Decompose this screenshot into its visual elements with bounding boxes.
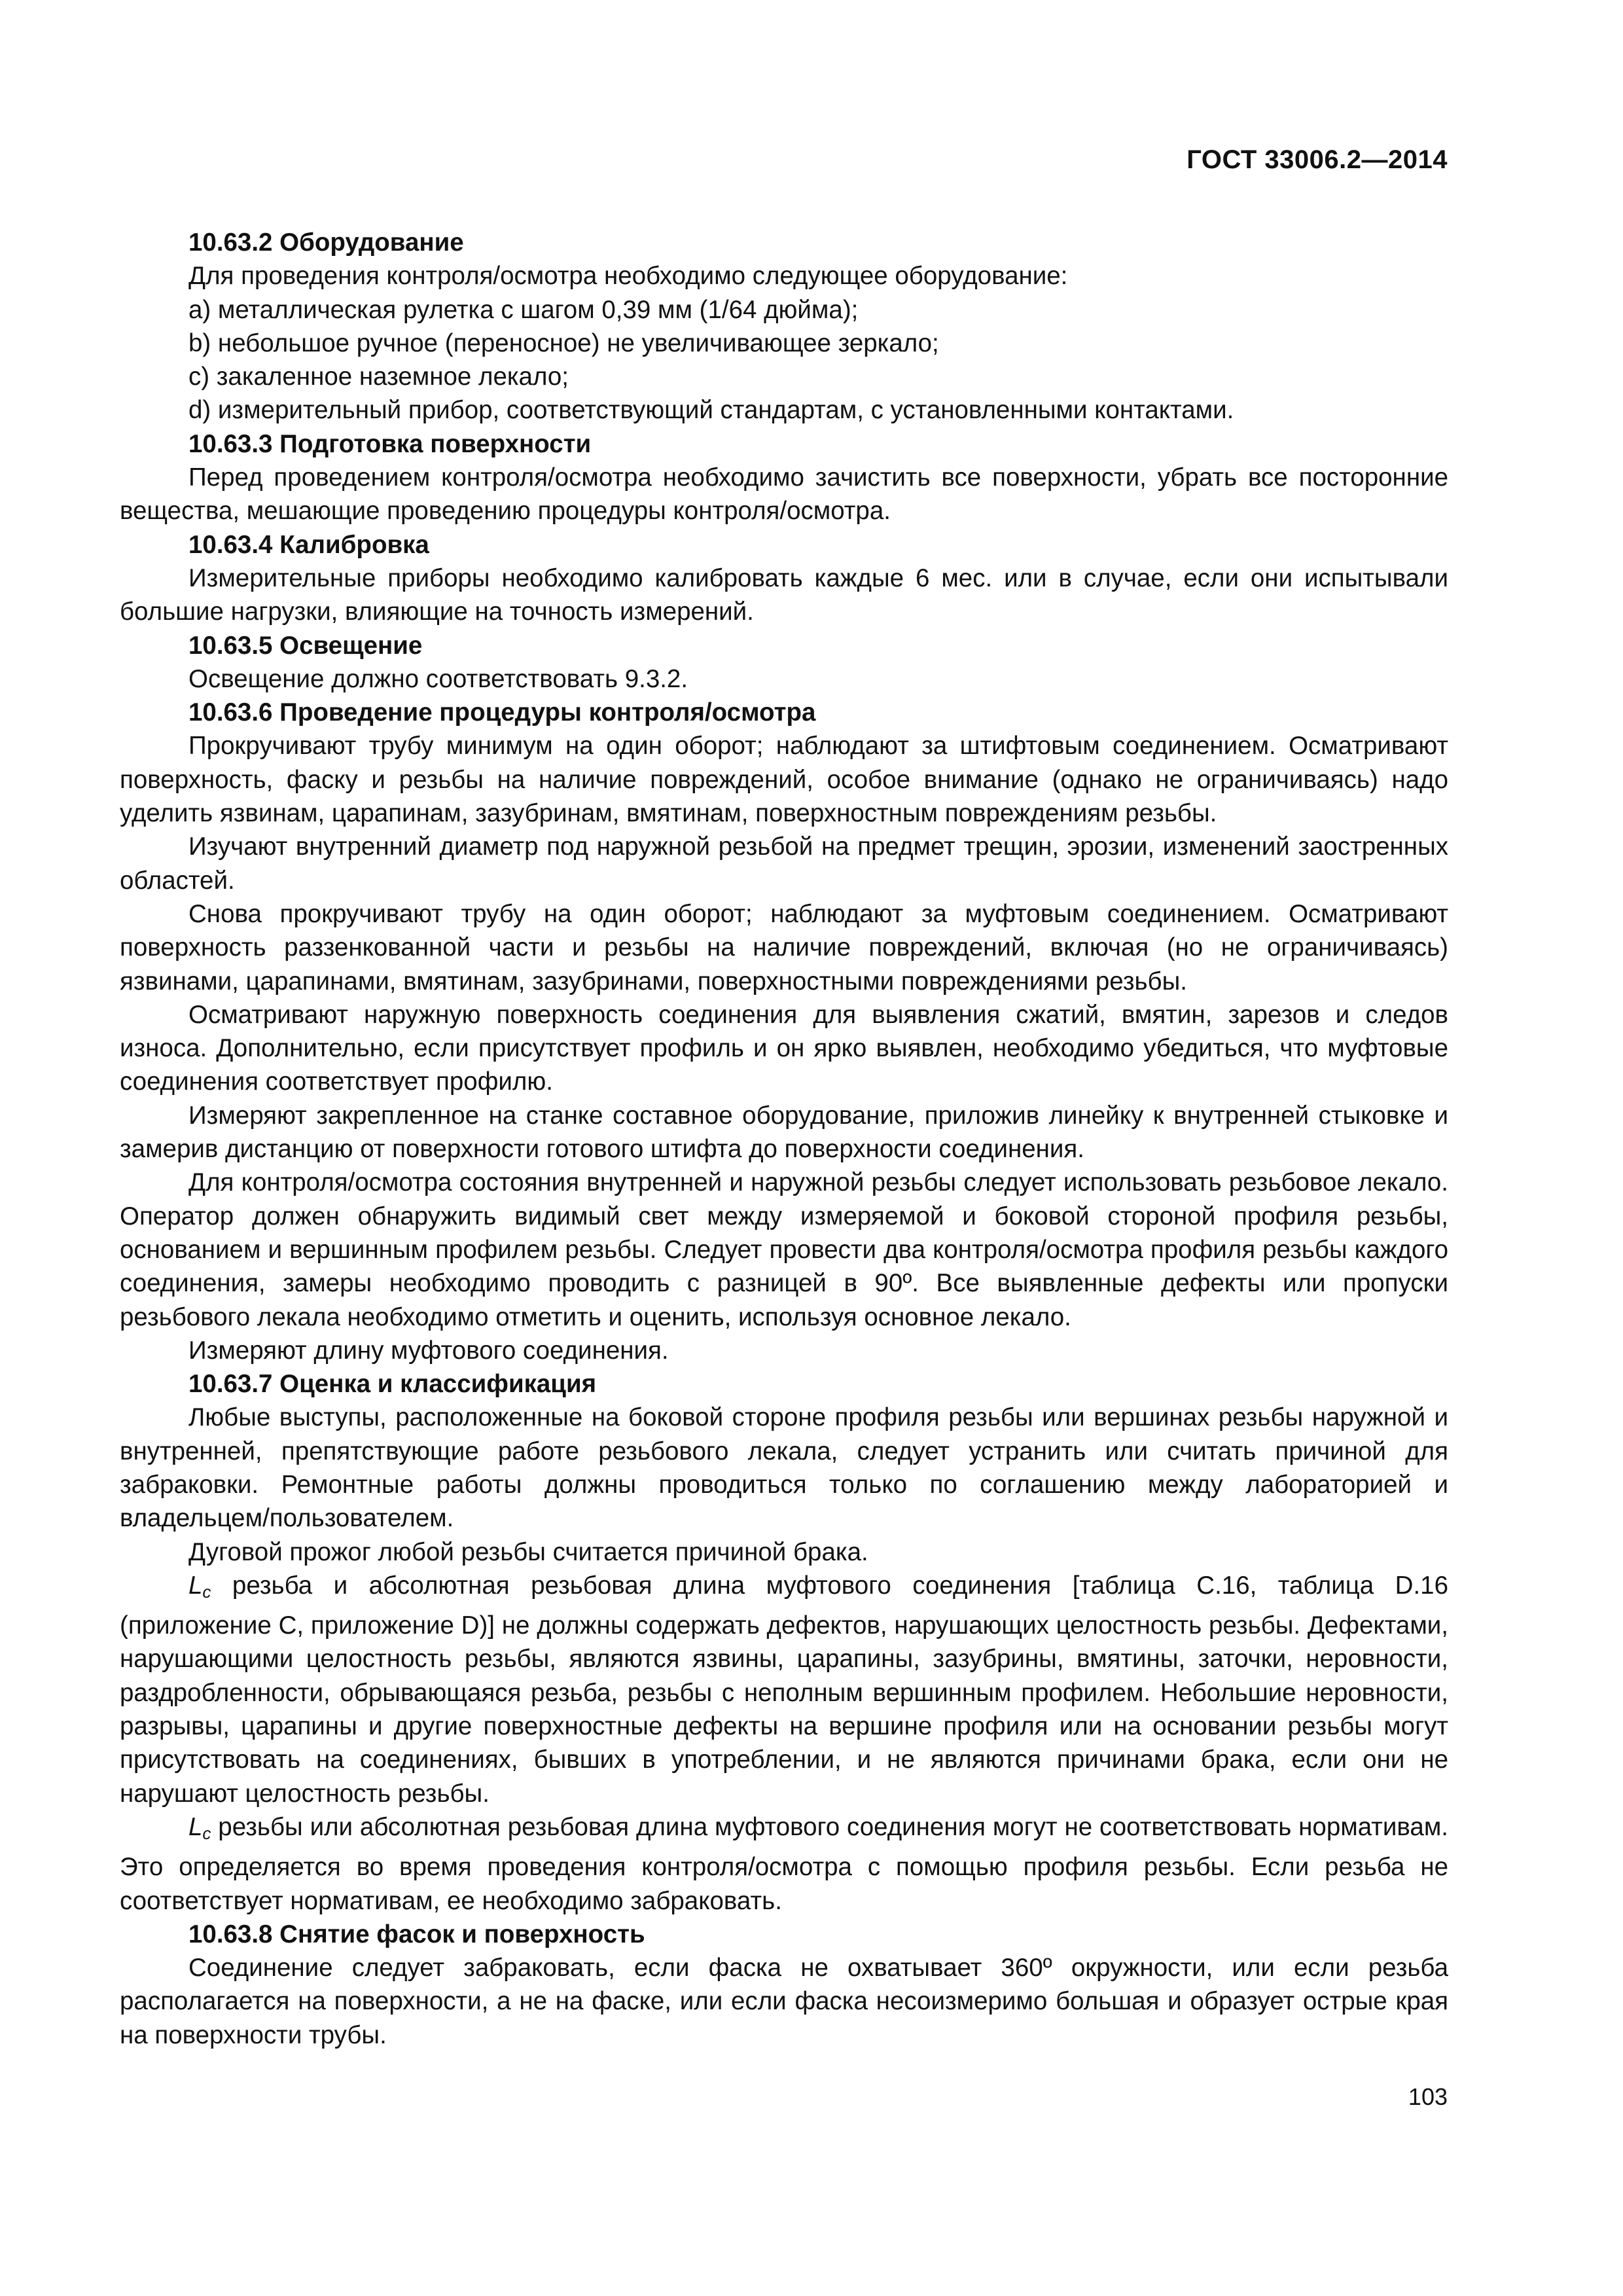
paragraph: Для контроля/осмотра состояния внутренней и наружной резьбы следует использовать резьбовое лекало. Оператор должен обнаружить видимый свет между измеряемой и боковой стороной профиля резьбы, основанием и вершинным профилем резьбы. Следует провести два контроля/осмотра профиля резьбы каждого соединения, замеры необходимо проводить с разницей в 90º. Все выявленные дефекты или пропуски резьбового лекала необходимо отметить и оценить, используя основное лекало. bbox=[120, 1168, 1448, 1331]
paragraph bbox=[120, 1810, 1448, 1918]
paragraph: Для проведения контроля/осмотра необходимо следующее оборудование: bbox=[188, 262, 1068, 291]
section-heading-chamfer: 10.63.8 Снятие фасок и поверхность bbox=[188, 1920, 645, 1948]
lc-symbol bbox=[188, 1571, 211, 1600]
lc-symbol-subscript: c bbox=[202, 1581, 211, 1602]
paragraph: Изучают внутренний диаметр под наружной резьбой на предмет трещин, эрозии, изменений заостренных областей. bbox=[120, 833, 1448, 895]
lc-symbol-subscript: c bbox=[202, 1823, 211, 1843]
paragraph: Прокручивают трубу минимум на один оборот; наблюдают за штифтовым соединением. Осматривают поверхность, фаску и резьбы на наличие повреждений, особое внимание (однако не ограничиваясь) надо уделить язвинам, царапинам, зазубринам, вмятинам, поверхностным повреждениям резьбы. bbox=[120, 732, 1448, 828]
paragraph: Перед проведением контроля/осмотра необходимо зачистить все поверхности, убрать все посторонние вещества, мешающие проведению процедуры контроля/осмотра. bbox=[120, 463, 1448, 526]
list-item: b) небольшое ручное (переносное) не увеличивающее зеркало; bbox=[188, 329, 939, 357]
paragraph: Осматривают наружную поверхность соединения для выявления сжатий, вмятин, зарезов и следов износа. Дополнительно, если присутствует профиль и он ярко выявлен, необходимо убедиться, что муфтовые соединения соответствует профилю. bbox=[120, 1000, 1448, 1096]
paragraph: Любые выступы, расположенные на боковой стороне профиля резьбы или вершинах резьбы наружной и внутренней, препятствующие работе резьбового лекала, следует устранить или считать причиной для забраковки. Ремонтные работы должны проводиться только по соглашению между лабораторией и владельцем/пользователем. bbox=[120, 1403, 1448, 1533]
section-heading-inspection-procedure: 10.63.6 Проведение процедуры контроля/осмотра bbox=[188, 698, 816, 727]
paragraph: Соединение следует забраковать, если фаска не охватывает 360º окружности, или если резьба располагается на поверхности, а не на фаске, или если фаска несоизмеримо большая и образует острые края на поверхности трубы. bbox=[120, 1954, 1448, 2049]
section-heading-lighting: 10.63.5 Освещение bbox=[188, 631, 423, 660]
section-heading-calibration: 10.63.4 Калибровка bbox=[188, 530, 429, 559]
lc-symbol-base: L bbox=[188, 1812, 203, 1841]
lc-symbol bbox=[188, 1813, 211, 1841]
document-code-header: ГОСТ 33006.2—2014 bbox=[1186, 145, 1448, 174]
list-item: a) металлическая рулетка с шагом 0,39 мм (1/64 дюйма); bbox=[188, 295, 859, 324]
paragraph: Снова прокручивают трубу на один оборот; наблюдают за муфтовым соединением. Осматривают поверхность раззенкованной части и резьбы на наличие повреждений, включая (но не ограничиваясь) язвинами, царапинами, вмятинам, зазубринами, поверхностными повреждениями резьбы. bbox=[120, 899, 1448, 996]
paragraph: Дуговой прожог любой резьбы считается причиной брака. bbox=[188, 1537, 868, 1566]
paragraph-text: резьбы или абсолютная резьбовая длина муфтового соединения могут не соответствовать нормативам. Это определяется во время проведения контроля/осмотра с помощью профиля резьбы. Если резьба не соответствует нормативам, ее необходимо забраковать. bbox=[120, 1812, 1448, 1915]
section-heading-equipment: 10.63.2 Оборудование bbox=[188, 228, 464, 257]
section-heading-evaluation: 10.63.7 Оценка и классификация bbox=[188, 1370, 597, 1399]
paragraph: Измеряют длину муфтового соединения. bbox=[188, 1336, 669, 1365]
section-heading-surface-preparation: 10.63.3 Подготовка поверхности bbox=[188, 429, 592, 458]
lc-symbol-base: L bbox=[188, 1571, 203, 1600]
list-item: c) закаленное наземное лекало; bbox=[188, 363, 569, 391]
paragraph: Освещение должно соответствовать 9.3.2. bbox=[188, 664, 688, 693]
page-number: 103 bbox=[1408, 2083, 1448, 2110]
document-body bbox=[120, 226, 1448, 2052]
paragraph: Измерительные приборы необходимо калибровать каждые 6 мес. или в случае, если они испытывали большие нагрузки, влияющие на точность измерений. bbox=[120, 564, 1448, 626]
paragraph-text: резьба и абсолютная резьбовая длина муфтового соединения [таблица С.16, таблица D.16 (приложение С, приложение D)] не должны содержать дефектов, нарушающих целостность резьбы. Дефектами, нарушающими целостность резьбы, являются язвины, царапины, зазубрины, вмятины, заточки, неровности, раздробленности, обрывающаяся резьба, резьбы с неполным вершинным профилем. Небольшие неровности, разрывы, царапины и другие поверхностные дефекты на вершине профиля или на основании резьбы могут присутствовать на соединениях, бывших в употреблении, и не являются причинами брака, если они не нарушают целостность резьбы. bbox=[120, 1571, 1448, 1808]
paragraph: Измеряют закрепленное на станке составное оборудование, приложив линейку к внутренней стыковке и замерив дистанцию от поверхности готового штифта до поверхности соединения. bbox=[120, 1101, 1448, 1164]
list-item: d) измерительный прибор, соответствующий стандартам, с установленными контактами. bbox=[188, 396, 1234, 425]
paragraph bbox=[120, 1569, 1448, 1810]
